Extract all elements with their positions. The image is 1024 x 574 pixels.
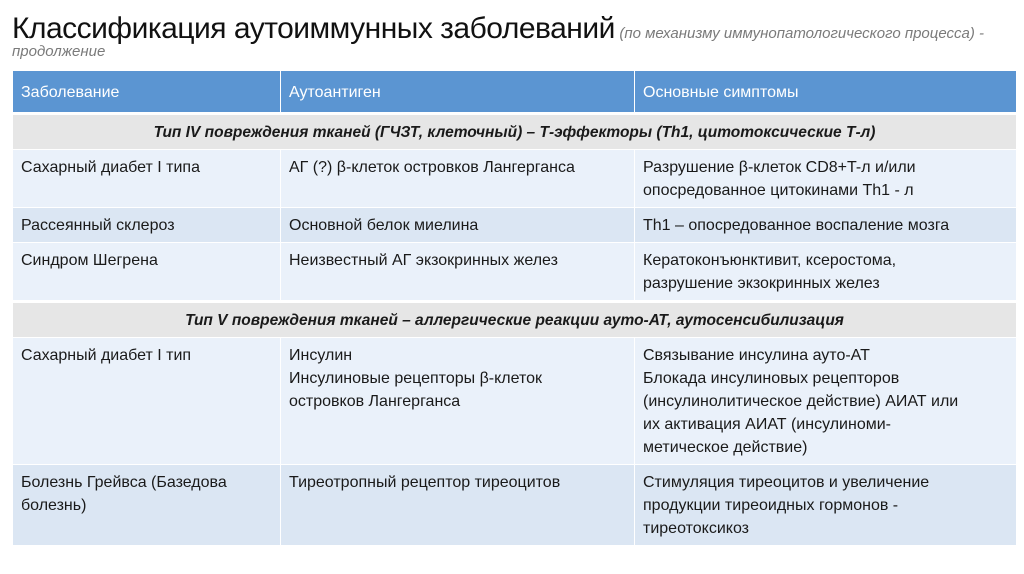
cell-line: продукции тиреоидных гормонов - [643, 497, 899, 514]
cell-symptoms [635, 208, 1017, 243]
cell-line: опосредованное цитокинами Th1 - л [643, 182, 914, 199]
table-row [13, 243, 1017, 302]
cell-line: Связывание инсулина ауто-АТ [643, 347, 870, 364]
cell-line: АГ (?) β-клеток островков Лангерганса [289, 159, 575, 176]
cell-line: Блокада инсулиновых рецепторов [643, 370, 900, 387]
cell-line: островков Лангерганса [289, 393, 461, 410]
cell-line: Разрушение β-клеток CD8+T-л и/или [643, 159, 916, 176]
table-row [13, 338, 1017, 465]
table-row [13, 208, 1017, 243]
header-disease: Заболевание [13, 71, 281, 114]
title-subtitle: (по механизму иммунопатологического процесса) - продолжение [12, 25, 985, 60]
classification-table [12, 70, 1017, 546]
section-title: Тип IV повреждения тканей (ГЧЗТ, клеточный) – Т-эффекторы (Th1, цитотоксические Т-л) [13, 114, 1017, 150]
cell-line: метическое действие) [643, 439, 808, 456]
section-header-type-iv [13, 114, 1017, 150]
table-row [13, 150, 1017, 208]
cell-line: Th1 – опосредованное воспаление мозга [643, 217, 950, 234]
header-antigen: Аутоантиген [281, 71, 635, 114]
cell-line: разрушение экзокринных желез [643, 275, 880, 292]
table-row [13, 465, 1017, 546]
cell-antigen [281, 338, 635, 465]
header-symptoms: Основные симптомы [635, 71, 1017, 114]
cell-line: Стимуляция тиреоцитов и увеличение [643, 474, 930, 491]
cell-line: Инсулин [289, 347, 353, 364]
cell-line: их активация АИАТ (инсулиноми- [643, 416, 891, 433]
cell-line: тиреотоксикоз [643, 520, 750, 537]
table-header-row [13, 71, 1017, 114]
cell-antigen [281, 150, 635, 208]
cell-symptoms [635, 338, 1017, 465]
section-title: Тип V повреждения тканей – аллергические реакции ауто-АТ, аутосенсибилизация [13, 302, 1017, 338]
cell-line: Кератоконъюнктивит, ксеростома, [643, 252, 897, 269]
cell-symptoms [635, 465, 1017, 546]
cell-antigen [281, 243, 635, 302]
cell-disease: Сахарный диабет I тип [13, 338, 281, 465]
cell-line: (инсулинолитическое действие) АИАТ или [643, 393, 959, 410]
cell-symptoms [635, 150, 1017, 208]
cell-disease: Рассеянный склероз [13, 208, 281, 243]
cell-symptoms [635, 243, 1017, 302]
title-main: Классификация аутоиммунных заболеваний [12, 12, 615, 45]
page-title [12, 14, 1012, 60]
cell-line: Основной белок миелина [289, 217, 479, 234]
cell-line: Неизвестный АГ экзокринных желез [289, 252, 558, 269]
cell-disease: Синдром Шегрена [13, 243, 281, 302]
cell-antigen [281, 465, 635, 546]
cell-disease: Болезнь Грейвса (Базедова болезнь) [13, 465, 281, 546]
cell-antigen [281, 208, 635, 243]
cell-line: Инсулиновые рецепторы β-клеток [289, 370, 543, 387]
section-header-type-v [13, 302, 1017, 338]
cell-disease: Сахарный диабет I типа [13, 150, 281, 208]
cell-line: Тиреотропный рецептор тиреоцитов [289, 474, 561, 491]
